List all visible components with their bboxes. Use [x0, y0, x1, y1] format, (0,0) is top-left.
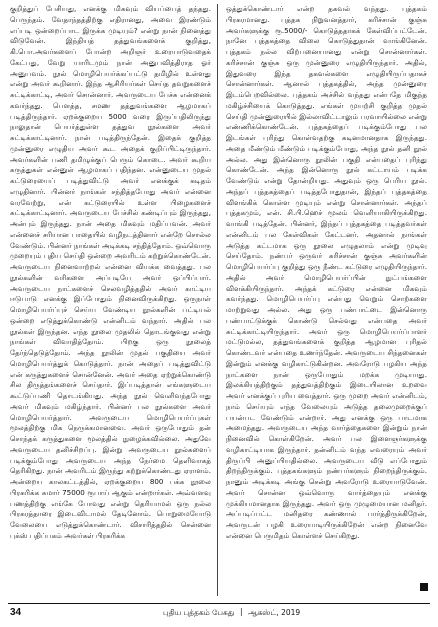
page-number: 34 [10, 607, 22, 618]
article-paragraph: ஒத்துக்கொண்டார் என்ற தகவல் வந்தது. புத்தகம் பிரசுரமானது. புத்தக நிறுவனத்தார், கரிச்சான் குஞ்சு அவர்களுக்கு ரூ.5000/- கொடுத்ததாகக் கேள்விப்பட்டேன். நானே புத்தகத்தை விலை கொடுத்துதான் வாங்கினேன். புத்தகம் நல்ல விற்பனையானது என்று சொன்னார்கள். கரிச்சான் குஞ்சு ஒரு முன்னுரை எழுதியிருந்தார். அதில், இதுவரை இந்த தகவல்களை எழுதியிருப்பதாகச் சொன்னார்கள். ஆனால் புத்தகத்தில், அந்த முன்னுரை இடம்பெறவில்லை. புத்தகம் அச்சில் வந்தது என்பதே மிகுந்த மகிழ்ச்சியைக் கொடுத்தது. எங்கள் முயற்சி குறித்த முதல் செய்தி முன்னுரையில் இல்லாவிட்டாலும் பரவாயில்லை என்று எண்ணிக்கொண்டேன். புத்தகத்தைப் படிக்கும்போது பல இடங்கள் புரிந்து கொள்வதற்கு கடினமானதாக இருந்தது. அதை மீண்டும் மீண்டும் படிக்கும்போது, அந்த நூல் தனி நூல் அல்ல. அது இன்னொரு நூலின் பகுதி என்பதைப் புரிந்து கொண்டேன். அந்த இன்னொரு நூல் கட்டாயம் படிக்க வேண்டும் என்று தோன்றியது. அதுவும் ஒரு பெரிய நூல். அந்தப் புத்தகத்தைப் படித்தபோதுதான், இந்தப் புத்தகத்தை விளங்கிக் கொள்ள முடியும் என்று சொன்னார்கள். அந்தப் புத்தகமும், என். சி.பி.ஹெச் மூலம் வெளியாகியிருக்கிறது. வாங்கி படித்தேன். பின்னர், இந்தப் புத்தகத்தை படித்தவர்கள் என்னிடம் பல கேள்விகள் கேட்டனர். அதனால் நாங்கள் அடுத்த கட்டமாக ஒரு நூலை எழுதலாம் என்று முடிவு செய்தோம். நண்பர் ஒருவர் கரிச்சான் குஞ்சு அவர்களின் மொழிபெயர்ப்பு குறித்து ஒரு நீண்ட கட்டுரை எழுதியிருந்தார். அதில் அவர் மொழிபெயர்ப்பின் நுட்பங்களை விளக்கியிருந்தார். அந்தக் கட்டுரை என்னை மிகவும் கவர்ந்தது. மொழிபெயர்ப்பு என்பது வெறும் சொற்களை மாற்றுவது அல்ல. அது ஒரு பண்பாட்டை இன்னொரு பண்பாட்டுக்குக் கொண்டு செல்வது என்பதை அவர் சுட்டிக்காட்டியிருந்தார். அவர் ஒரு மொழிபெயர்ப்பாளர் மட்டுமல்ல, தத்துவங்களைக் குறித்த ஆழமான புரிதல் கொண்டவர் என்பதை உணர்ந்தேன். அவருடைய சிந்தனைகள் இன்றும் எனக்கு வழிகாட்டுகின்றன. அவரோடு பழகிய அந்த நாட்களை நான் ஒருபோதும் மறக்க முடியாது. இலக்கியத்திற்கும் தத்துவத்திற்கும் இடையிலான உறவை அவர் எனக்குப் புரிய வைத்தார். ஒரு முறை அவர் என்னிடம், நாம் செய்யும் எந்த வேலையும் அடுத்த தலைமுறைக்குப் பயன்பட வேண்டும் என்றார். அது எனக்கு ஒரு பாடமாக அமைந்தது. அவருடைய அந்த வார்த்தைகளை இன்றும் நான் நினைவில் கொள்கிறேன். அவர் பல இளைஞர்களுக்கு வழிகாட்டியாக இருந்தார். தன்னிடம் வந்த எவரையும் அவர் திருப்பி அனுப்பியதில்லை. அவருடைய வீடு எப்போதும் திறந்திருக்கும். புத்தகங்களும் நண்பர்களும் நிறைந்திருக்கும். நானும் அடிக்கடி அங்கு சென்று அவரோடு உரையாடுவேன். அவர் சொன்ன ஒவ்வொரு வார்த்தையும் எனக்கு முக்கியமானதாக இருந்தது. அவர் ஒரு முழுமையான மனிதர். அப்படிப்பட்ட மனிதரை கண்ணால் பார்த்திருக்கிறேன், அவருடன் பழகி உரையாடியிருக்கிறேன் என்ற நினைவே என்னை பெருமிதம் கொள்ளச் செய்கிறது. [226, 4, 427, 540]
article-column-left [10, 4, 211, 596]
page-footer [8, 603, 430, 620]
column-divider [217, 4, 218, 596]
article-column-right [226, 4, 427, 596]
issue-date: ஆகஸ்ட், 2019 [248, 608, 301, 617]
publication-title: புதிய புத்தகம் பேசுது [163, 608, 235, 617]
footer-separator: | [240, 607, 243, 616]
article-paragraph: குறித்துப் பேசியது, எனக்கு மிகவும் வியப்பைத் தந்தது. பெருந்தம். வேதாந்தத்திற்கு எதிரானது, அவை இரண்டும் எப்படி ஒன்றைப்பாட இருக்க முடியும்? என்று நான் நினைத்து விடுவேன். இந்தியத் தத்துவங்களைக் குறித்து, கி.பொ.அவர்களைப் போன்ற அறிஞர் உரையாடுவதைக் கேட்பது, வேறு யாரிடமும் நான் அனுபவித்திராத ஓர் அனுபவம். நூல் மொழிபெயர்க்கப்பட்டு தமிழில் உள்ளது என்று அவர் கூறினார். இந்த ஆசிரியர்கள் செய்த தவறுகளைச் சுட்டிக்காட்டி, அவர் சொன்னார். அவருடைய பேச்சு என்னைக் கவர்ந்தது. பௌத்த, சமண தத்துவங்களை ஆழமாகப் படித்திருந்தார். ஏறக்குறைய 5000 வரை இருப்பதிலிருந்து நாலுதான் பெயர்த்துள்ள தத்துவ நூல்களை அவர் சுட்டிக்காட்டினார். நான் படித்திருந்தேன். இதைக் குறித்த முன்னுரை எழுதிய அவர் கூட அதைக் குறிப்பிட்டிருந்தார். அவர்களின் பணி தமிழுக்குப் பெரும் கொடை. அவர் கூறிய கருத்துகள் என்னுள் ஆழமாகப் பதிந்தன. என்னுடைய முதல் கட்டுரையைப் படித்துவிட்டு அவர் எனக்குக் கடிதம் எழுதினார். பின்னர் நாங்கள் சந்தித்தபோது அவர் என்னை வரவேற்று, என் கட்டுரையில் உள்ள பிழைகளைச் சுட்டிக்காட்டினார். அவருடைய பேச்சில் கண்டிப்பும் இருந்தது, அன்பும் இருந்தது. நான் அதை மிகவும் மதிப்பவன். அவர் என்னைச் சரியான பாதையில் வழிநடத்தினார் என்றே சொல்ல வேண்டும். பின்னர் நாங்கள் அடிக்கடி சந்தித்தோம். ஒவ்வொரு முறையும் புதிய செய்தி ஒன்றை அவரிடம் கற்றுக்கொண்டேன். அவருடைய நினைவாற்றல் என்னை வியக்க வைத்தது. பல நூல்களின் வரிகளை அப்படியே அவர் ஒப்பிப்பார். அவருடைய நாட்களைச் செலவழித்ததில் அவர் காட்டிய ஈடுபாடு எனக்கு இப்போதும் நினைவிருக்கிறது. ஒருநாள் மொழிபெயர்ப்புச் செய்ய வேண்டிய நூல்களின் பட்டியல் ஒன்றை எடுத்துக்கொண்டு என்னிடம் வந்தார். அதில் பல நூல்கள் இருந்தன. எந்த நூலை முதலில் தொடங்குவது என்று நாங்கள் விவாதித்தோம். பிறகு ஒரு நூலைத் தேர்ந்தெடுத்தோம். அந்த நூலின் முதல் பகுதியை அவர் மொழிபெயர்த்துக் கொடுத்தார். நான் அதைப் படித்துவிட்டு என் கருத்துகளைச் சொன்னேன். அவர் அதை ஏற்றுக்கொண்டு சில திருத்தங்களைச் செய்தார். இப்படித்தான் எங்களுடைய கூட்டுப்பணி தொடங்கியது. அந்த நூல் வெளிவந்தபோது அவர் மிகவும் மகிழ்ந்தார். பின்னர் பல நூல்களை அவர் மொழிபெயர்த்தார். அவருடைய மொழிபெயர்ப்புகள் மூலத்திற்கு மிக நெருக்கமானவை. அவர் ஒருபோதும் தன் சொந்தக் கருத்துகளை மூலத்தில் நுழைக்கவில்லை. அதுவே அவருடைய தனிச்சிறப்பு. இன்று அவருடைய நூல்களைப் படிக்கும்போது அவருடைய அந்த நேர்மை தெளிவாகத் தெரிகிறது. நான் அவரிடம் இருந்து கற்றுக்கொண்டது ஏராளம். அன்றைய காலகட்டத்தில், ஏறக்குறைய 800 பக்க நூலை பிரசுரிக்க சுமார் 75000 ரூபாய் ஆகும் என்றார்கள். அவ்வளவு பணத்திற்கு எங்கே போவது என்று தெரியாமல் ஒரு நல்ல பிரசுரத்தாரை இடைவிடாமல் தேடினோம். பொறுமையோடு வேலையை எடுத்துக்கொண்டார். விசாரித்ததில் சென்னை புக்ஸ் பதிப்பகம் அவர்கள் பிரசுரிக்க [10, 4, 211, 540]
article-end-square-icon [420, 583, 428, 591]
